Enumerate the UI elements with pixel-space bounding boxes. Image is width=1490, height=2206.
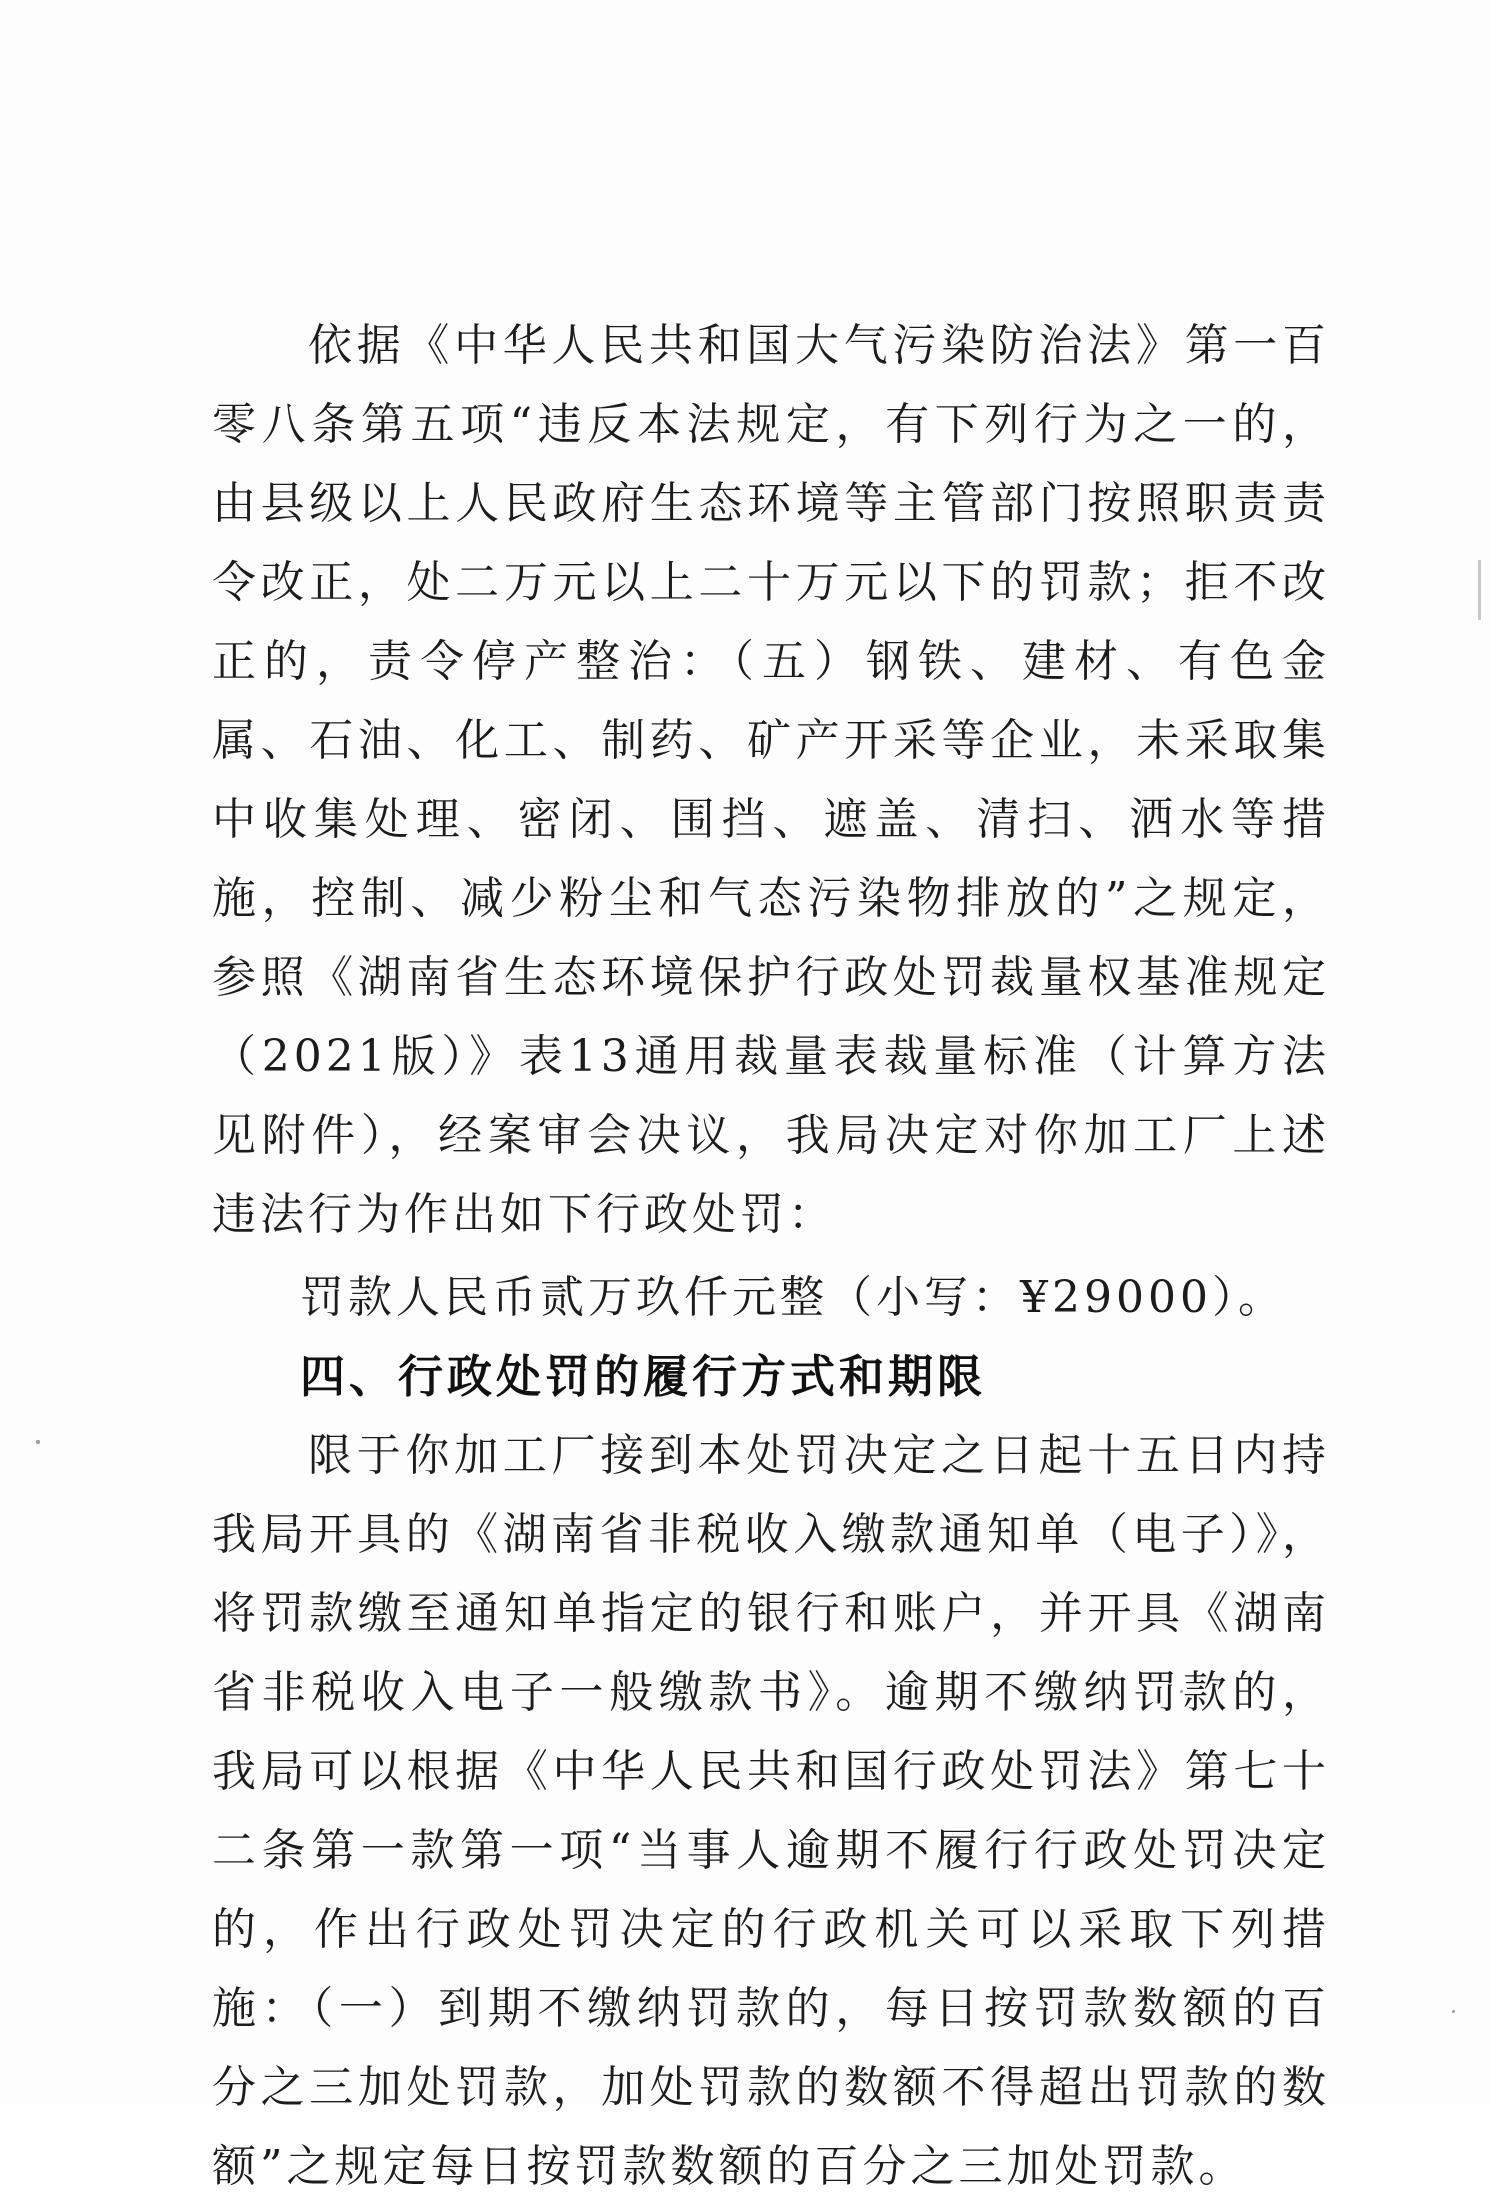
scan-speck: [1452, 2010, 1455, 2013]
scan-edge-mark: [1478, 560, 1481, 620]
scan-speck: [36, 1440, 40, 1444]
document-body: [212, 306, 1330, 2206]
fine-amount-line: 罚款人民币贰万玖仟元整（小写：¥29000）。: [300, 1272, 1286, 1323]
section-heading: 四、行政处罚的履行方式和期限: [300, 1350, 987, 1403]
payment-terms-paragraph: 限于你加工厂接到本处罚决定之日起十五日内持我局开具的《湖南省非税收入缴款通知单（电子）》，将罚款缴至通知单指定的银行和账户，并开具《湖南省非税收入电子一般缴款书》。逾期不缴纳罚款的，我局可以根据《中华人民共和国行政处罚法》第七十二条第一款第一项“当事人逾期不履行行政处罚决定的，作出行政处罚决定的行政机关可以采取下列措施：（一）到期不缴纳罚款的，每日按罚款数额的百分之三加处罚款，加处罚款的数额不得超出罚款的数额”之规定每日按罚款数额的百分之三加处罚款。: [212, 1430, 1330, 2192]
legal-basis-paragraph: 依据《中华人民共和国大气污染防治法》第一百零八条第五项“违反本法规定，有下列行为之一的，由县级以上人民政府生态环境等主管部门按照职责责令改正，处二万元以上二十万元以下的罚款；拒不改正的，责令停产整治：（五）钢铁、建材、有色金属、石油、化工、制药、矿产开采等企业，未采取集中收集处理、密闭、围挡、遮盖、清扫、洒水等措施，控制、减少粉尘和气态污染物排放的”之规定，参照《湖南省生态环境保护行政处罚裁量权基准规定（2021版）》表13通用裁量表裁量标准（计算方法见附件），经案审会决议，我局决定对你加工厂上述违法行为作出如下行政处罚：: [212, 320, 1330, 1240]
